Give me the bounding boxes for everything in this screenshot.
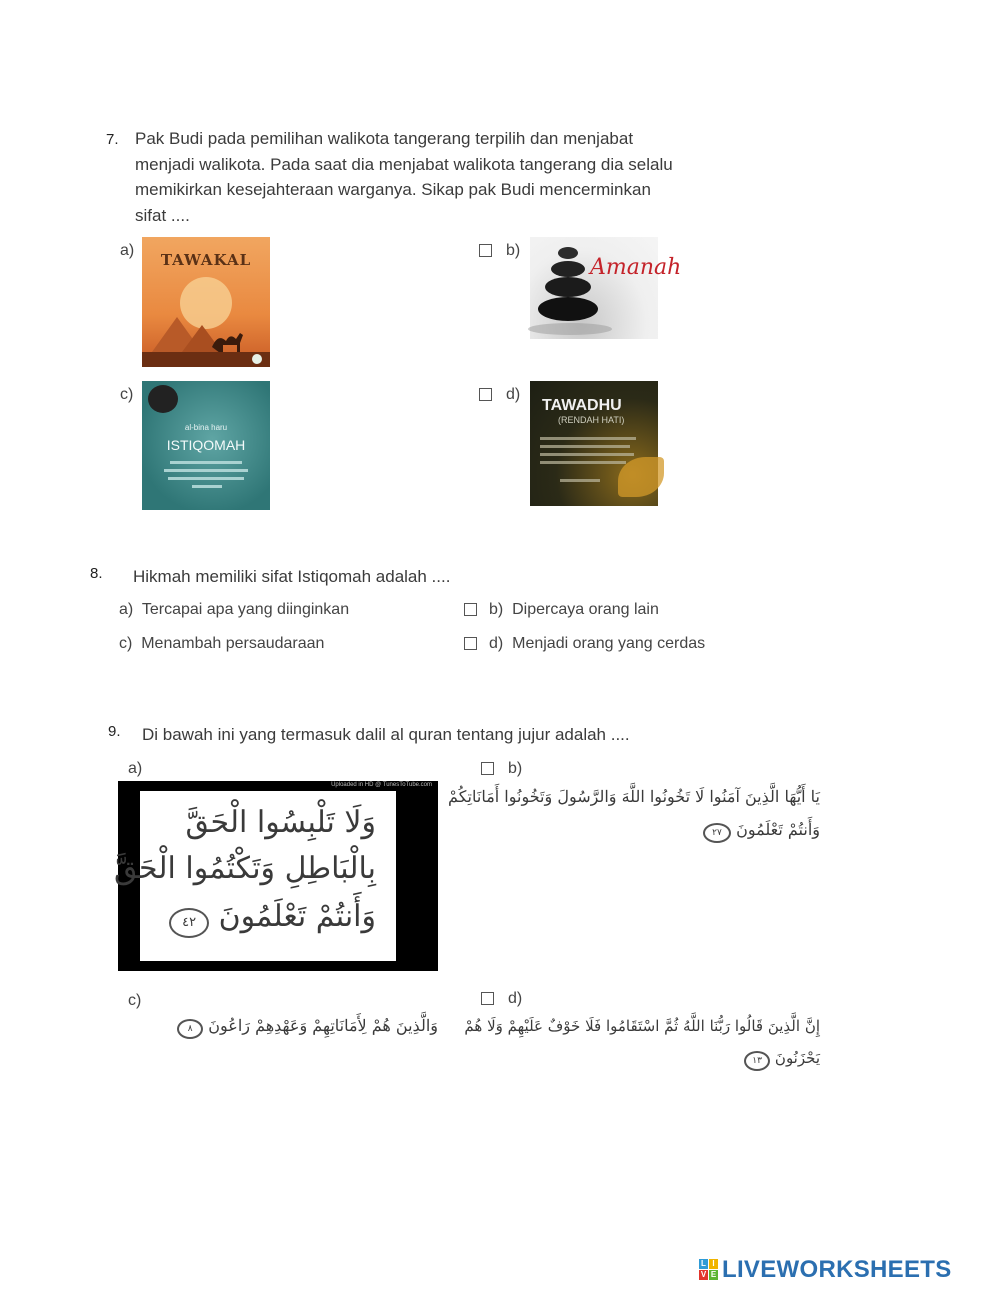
- q7-option-c-image[interactable]: [142, 381, 270, 510]
- q9-option-c-verse-text: وَالَّذِينَ هُمْ لِأَمَانَاتِهِمْ وَعَهْدِهِمْ رَاعُونَ: [208, 1016, 438, 1035]
- question-7-text: Pak Budi pada pemilihan walikota tangerang terpilih dan menjabat menjadi walikota. Pada saat dia menjabat walikota tangerang dia selalu memikirkan kesejahteraan warganya. Sikap pak Budi mencerminkan sifat ....: [135, 129, 673, 225]
- q9-option-d-verse-2-text: يَحْزَنُونَ: [774, 1049, 820, 1067]
- q9-option-d-verse-1: إِنَّ الَّذِينَ قَالُوا رَبُّنَا اللَّهُ ثُمَّ اسْتَقَامُوا فَلَا خَوْفٌ عَلَيْهِمْ وَلَا هُمْ: [464, 1017, 820, 1035]
- tawadhu-subtitle: (RENDAH HATI): [558, 415, 625, 425]
- q8-option-c: [119, 635, 324, 653]
- q9-option-d-checkbox[interactable]: [481, 992, 494, 1005]
- q9-option-a-label: a): [128, 760, 143, 777]
- ayah-number-badge: ٢٧: [703, 823, 731, 843]
- q8-option-c-label: c): [119, 635, 133, 652]
- video-watermark: Uploaded in HD @ TunesToTube.com: [331, 782, 432, 788]
- q7-option-a-label: a): [120, 242, 135, 259]
- q8-option-b: [489, 601, 659, 619]
- verse-line-3: [169, 895, 376, 939]
- text-line: [164, 469, 248, 472]
- q9-option-d-verse-2: [744, 1044, 820, 1072]
- text-line: [168, 477, 244, 480]
- q7-option-a-image[interactable]: [142, 237, 270, 367]
- text-line: [540, 461, 626, 464]
- q8-option-d-text: Menjadi orang yang cerdas: [512, 635, 706, 652]
- q9-option-a-image[interactable]: [114, 781, 438, 971]
- q9-option-b-verse-1: يَا أَيُّهَا الَّذِينَ آمَنُوا لَا تَخُونُوا اللَّهَ وَالرَّسُولَ وَتَخُونُوا أَمَانَاتِكُمْ: [448, 787, 820, 806]
- q8-option-a: [119, 601, 349, 619]
- q7-option-c-label: c): [120, 386, 134, 403]
- question-9-text: Di bawah ini yang termasuk dalil al quran tentang jujur adalah ....: [142, 725, 630, 744]
- q8-option-b-checkbox[interactable]: [464, 603, 477, 616]
- question-8-text: Hikmah memiliki sifat Istiqomah adalah ....: [133, 567, 451, 586]
- ayah-number-badge: ١٣: [744, 1051, 770, 1071]
- q9-option-d-label: d): [508, 990, 523, 1007]
- q8-option-a-label: a): [119, 601, 134, 618]
- q9-option-b-checkbox[interactable]: [481, 762, 494, 775]
- amanah-title: Amanah: [590, 255, 682, 280]
- q7-option-d-image[interactable]: [530, 381, 658, 506]
- ayah-number-badge: ٨: [177, 1019, 203, 1039]
- q7-option-d-checkbox[interactable]: [479, 388, 492, 401]
- question-7-number: 7.: [106, 131, 119, 148]
- q9-option-b-verse-2: [703, 816, 820, 844]
- q7-option-d-label: d): [506, 386, 521, 403]
- q9-option-c-label: c): [128, 992, 142, 1009]
- istiqomah-title: ISTIQOMAH: [166, 437, 246, 453]
- stacked-stones-icon: [530, 237, 658, 339]
- ayah-number-badge: ٤٢: [169, 908, 209, 938]
- verse-panel: [114, 791, 396, 961]
- question-9-number: 9.: [108, 723, 121, 740]
- q7-option-b-checkbox[interactable]: [479, 244, 492, 257]
- desert-pyramids-camel-icon: [142, 297, 270, 367]
- q8-option-b-text: Dipercaya orang lain: [512, 601, 659, 618]
- tawakal-title: TAWAKAL: [160, 251, 252, 269]
- q8-option-c-text: Menambah persaudaraan: [141, 635, 325, 652]
- q8-option-d-checkbox[interactable]: [464, 637, 477, 650]
- text-line: [170, 461, 242, 464]
- q8-option-a-text: Tercapai apa yang diinginkan: [141, 601, 350, 618]
- logo-icon: [148, 385, 178, 413]
- text-line: [540, 453, 634, 456]
- q9-option-c-verse: [177, 1012, 438, 1040]
- q8-option-b-label: b): [489, 601, 504, 618]
- q7-option-b-image[interactable]: [530, 237, 682, 339]
- q9-option-b-label: b): [508, 760, 523, 777]
- q8-option-d-label: d): [489, 635, 504, 652]
- liveworksheets-logo-icon: L I V E: [700, 1259, 717, 1279]
- verse-line-1: وَلَا تَلْبِسُوا الْحَقَّ: [185, 805, 376, 840]
- q8-option-d: [489, 635, 705, 653]
- text-line: [192, 485, 222, 488]
- istiqomah-subtitle: al-bina haru: [184, 423, 228, 432]
- tawadhu-title: TAWADHU: [542, 397, 622, 414]
- text-line: [540, 437, 636, 440]
- liveworksheets-brand: LIVEWORKSHEETS: [722, 1256, 952, 1283]
- text-line: [560, 479, 600, 482]
- q9-option-b-verse-2-text: وَأَنتُمْ تَعْلَمُونَ: [736, 820, 820, 839]
- verse-line-2: بِالْبَاطِلِ وَتَكْتُمُوا الْحَقَّ: [114, 851, 376, 886]
- question-8-number: 8.: [90, 565, 103, 582]
- verse-line-3-text: وَأَنتُمْ تَعْلَمُونَ: [218, 899, 376, 934]
- q7-option-b-label: b): [506, 242, 521, 259]
- text-line: [540, 445, 630, 448]
